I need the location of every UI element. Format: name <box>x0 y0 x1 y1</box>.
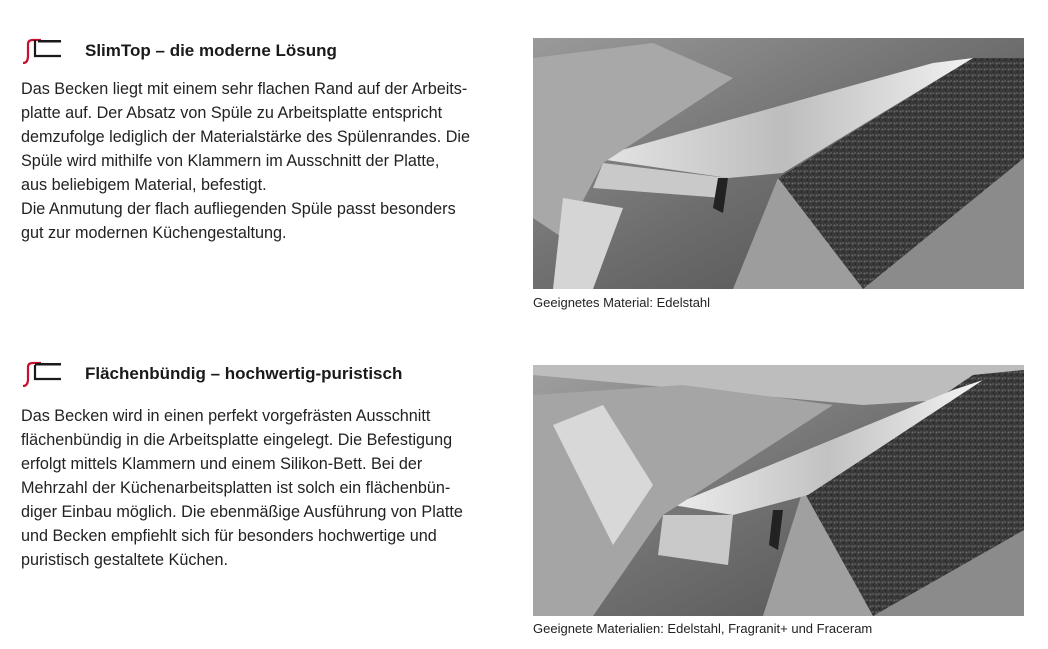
body-line: Das Becken liegt mit einem sehr flachen Rand auf der Arbeits- <box>21 80 468 98</box>
body-line: diger Einbau möglich. Die ebenmäßige Ausführung von Platte <box>21 503 463 521</box>
body-line: erfolgt mittels Klammern und einem Silikon-Bett. Bei der <box>21 455 423 473</box>
body-line: gut zur modernen Küchengestaltung. <box>21 224 287 242</box>
body-line: demzufolge lediglich der Materialstärke des Spülenrandes. Die <box>21 128 470 146</box>
body-line: Spüle wird mithilfe von Klammern im Ausschnitt der Platte, <box>21 152 440 170</box>
section-heading <box>21 38 337 64</box>
section-body <box>21 404 521 572</box>
photo-caption: Geeignete Materialien: Edelstahl, Fragranit+ und Fraceram <box>533 621 873 636</box>
section-title: SlimTop – die moderne Lösung <box>85 41 337 60</box>
body-line: Das Becken wird in einen perfekt vorgefrästen Ausschnitt <box>21 407 431 425</box>
section-flush-mount <box>0 330 1048 649</box>
body-line: platte auf. Der Absatz von Spüle zu Arbeitsplatte entspricht <box>21 104 443 122</box>
body-line: und Becken empfiehlt sich für besonders hochwertige und <box>21 527 437 545</box>
section-title: Flächenbündig – hochwertig-puristisch <box>85 364 403 383</box>
sink-edge-photo <box>533 365 1024 616</box>
flush-mount-profile-icon <box>21 361 63 387</box>
body-line: aus beliebigem Material, befestigt. <box>21 176 267 194</box>
section-heading <box>21 361 402 387</box>
photo-caption: Geeignetes Material: Edelstahl <box>533 295 711 310</box>
body-line: Mehrzahl der Küchenarbeitsplatten ist solch ein flächenbün- <box>21 479 451 497</box>
body-line: flächenbündig in die Arbeitsplatte eingelegt. Die Befestigung <box>21 431 453 449</box>
body-line: Die Anmutung der flach aufliegenden Spüle passt besonders <box>21 200 456 218</box>
body-line: puristisch gestaltete Küchen. <box>21 551 228 569</box>
section-body <box>21 77 521 245</box>
sink-edge-photo <box>533 38 1024 289</box>
slimtop-profile-icon <box>21 38 63 64</box>
